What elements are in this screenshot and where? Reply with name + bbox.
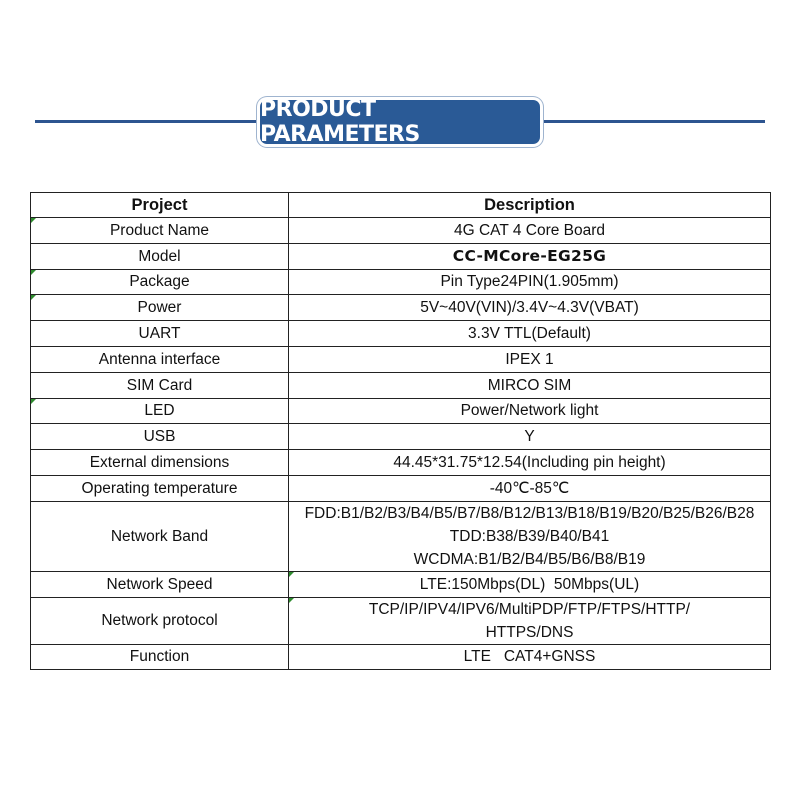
row-label: LED (31, 398, 289, 424)
table-row (31, 372, 771, 398)
row-value: 5V~40V(VIN)/3.4V~4.3V(VBAT) (289, 295, 771, 321)
parameters-table (30, 192, 771, 670)
row-label: Product Name (31, 218, 289, 244)
value-line: FDD:B1/B2/B3/B4/B5/B7/B8/B12/B13/B18/B19/B20/B25/B26/B28 (304, 504, 755, 522)
column-header-project: Project (31, 193, 289, 218)
table-row (31, 269, 771, 295)
page-title: PRODUCT PARAMETERS (260, 97, 420, 147)
table-row (31, 644, 771, 670)
row-value: LTE:150Mbps(DL) 50Mbps(UL) (289, 571, 771, 597)
row-value: CC-MCore-EG25G (289, 243, 771, 269)
row-value: Pin Type24PIN(1.905mm) (289, 269, 771, 295)
table-row (31, 295, 771, 321)
row-value: 4G CAT 4 Core Board (289, 218, 771, 244)
row-value: Power/Network light (289, 398, 771, 424)
table-row (31, 571, 771, 597)
row-value: LTE CAT4+GNSS (289, 644, 771, 670)
title-banner (260, 97, 540, 147)
table-row (31, 597, 771, 644)
row-value (289, 597, 771, 644)
row-label: Operating temperature (31, 475, 289, 501)
value-line: TCP/IP/IPV4/IPV6/MultiPDP/FTP/FTPS/HTTP/ (368, 600, 691, 618)
table-row (31, 424, 771, 450)
row-label: External dimensions (31, 450, 289, 476)
row-label: Network Speed (31, 571, 289, 597)
row-value: 3.3V TTL(Default) (289, 321, 771, 347)
row-value: IPEX 1 (289, 346, 771, 372)
row-label: Network protocol (31, 597, 289, 644)
value-line: HTTPS/DNS (485, 623, 574, 641)
table-row (31, 243, 771, 269)
row-label: Model (31, 243, 289, 269)
row-label: USB (31, 424, 289, 450)
row-label: Network Band (31, 501, 289, 571)
table-row (31, 321, 771, 347)
title-rule-left (35, 120, 265, 123)
row-label: Antenna interface (31, 346, 289, 372)
title-rule-right (535, 120, 765, 123)
row-value: 44.45*31.75*12.54(Including pin height) (289, 450, 771, 476)
row-label: Package (31, 269, 289, 295)
table-row (31, 501, 771, 571)
value-line: TDD:B38/B39/B40/B41 (449, 527, 610, 545)
table-row (31, 450, 771, 476)
table-row (31, 218, 771, 244)
row-label: Power (31, 295, 289, 321)
table-row (31, 346, 771, 372)
row-label: SIM Card (31, 372, 289, 398)
table-header-row (31, 193, 771, 218)
value-line: WCDMA:B1/B2/B4/B5/B6/B8/B19 (413, 550, 646, 568)
row-label: Function (31, 644, 289, 670)
table-row (31, 475, 771, 501)
column-header-description: Description (289, 193, 771, 218)
row-value: MIRCO SIM (289, 372, 771, 398)
row-value (289, 501, 771, 571)
row-value: Y (289, 424, 771, 450)
table-row (31, 398, 771, 424)
row-label: UART (31, 321, 289, 347)
row-value: -40℃-85℃ (289, 475, 771, 501)
